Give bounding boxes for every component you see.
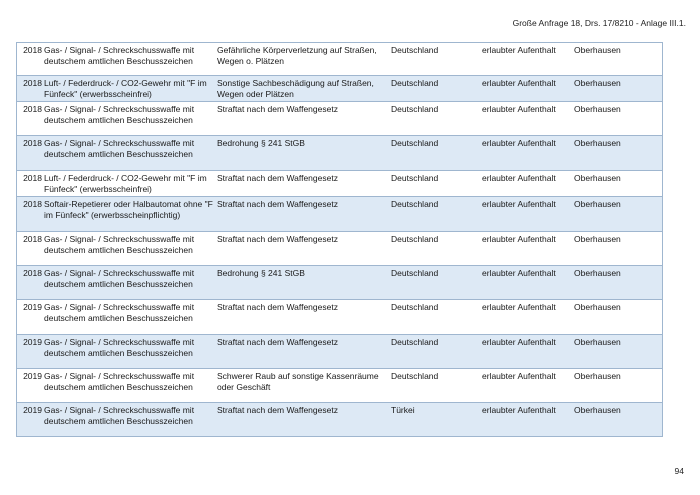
weapon-cell: Luft- / Federdruck- / CO2-Gewehr mit "F im Fünfeck" (erwerbsscheinfrei) — [44, 78, 207, 99]
weapon-cell: Gas- / Signal- / Schreckschusswaffe mit deutschem amtlichen Beschusszeichen — [44, 104, 195, 125]
table-row — [17, 135, 662, 170]
year-cell: 2018 — [23, 138, 42, 148]
nationality-cell: Deutschland — [391, 45, 439, 55]
offense-cell: Straftat nach dem Waffengesetz — [217, 234, 338, 244]
data-table — [16, 42, 663, 437]
offense-cell: Straftat nach dem Waffengesetz — [217, 302, 338, 312]
status-cell: erlaubter Aufenthalt — [482, 173, 556, 183]
year-cell: 2019 — [23, 371, 42, 381]
status-cell: erlaubter Aufenthalt — [482, 234, 556, 244]
table-row — [17, 75, 662, 101]
city-cell: Oberhausen — [574, 138, 621, 148]
nationality-cell: Türkei — [391, 405, 415, 415]
city-cell: Oberhausen — [574, 268, 621, 278]
document-header: Große Anfrage 18, Drs. 17/8210 - Anlage III.1. — [512, 18, 686, 28]
table-row — [17, 42, 662, 75]
city-cell: Oberhausen — [574, 337, 621, 347]
nationality-cell: Deutschland — [391, 234, 439, 244]
nationality-cell: Deutschland — [391, 104, 439, 114]
offense-cell: Straftat nach dem Waffengesetz — [217, 104, 338, 114]
year-cell: 2018 — [23, 78, 42, 88]
weapon-cell: Luft- / Federdruck- / CO2-Gewehr mit "F im Fünfeck" (erwerbsscheinfrei) — [44, 173, 207, 194]
city-cell: Oberhausen — [574, 45, 621, 55]
city-cell: Oberhausen — [574, 104, 621, 114]
status-cell: erlaubter Aufenthalt — [482, 302, 556, 312]
offense-cell: Sonstige Sachbeschädigung auf Straßen, Wegen oder Plätzen — [217, 78, 374, 99]
city-cell: Oberhausen — [574, 371, 621, 381]
table-row — [17, 170, 662, 196]
weapon-cell: Gas- / Signal- / Schreckschusswaffe mit deutschem amtlichen Beschusszeichen — [44, 302, 195, 323]
city-cell: Oberhausen — [574, 173, 621, 183]
status-cell: erlaubter Aufenthalt — [482, 268, 556, 278]
table-row — [17, 231, 662, 265]
weapon-cell: Gas- / Signal- / Schreckschusswaffe mit deutschem amtlichen Beschusszeichen — [44, 371, 195, 392]
table-row — [17, 196, 662, 231]
weapon-cell: Softair-Repetierer oder Halbautomat ohne "F im Fünfeck" (erwerbsscheinpflichtig) — [44, 199, 213, 220]
city-cell: Oberhausen — [574, 234, 621, 244]
table-row — [17, 368, 662, 402]
weapon-cell: Gas- / Signal- / Schreckschusswaffe mit deutschem amtlichen Beschusszeichen — [44, 45, 195, 66]
offense-cell: Bedrohung § 241 StGB — [217, 268, 305, 278]
year-cell: 2018 — [23, 104, 42, 114]
weapon-cell: Gas- / Signal- / Schreckschusswaffe mit deutschem amtlichen Beschusszeichen — [44, 234, 195, 255]
year-cell: 2018 — [23, 199, 42, 209]
weapon-cell: Gas- / Signal- / Schreckschusswaffe mit deutschem amtlichen Beschusszeichen — [44, 337, 195, 358]
status-cell: erlaubter Aufenthalt — [482, 337, 556, 347]
nationality-cell: Deutschland — [391, 337, 439, 347]
year-cell: 2019 — [23, 337, 42, 347]
status-cell: erlaubter Aufenthalt — [482, 104, 556, 114]
status-cell: erlaubter Aufenthalt — [482, 371, 556, 381]
weapon-cell: Gas- / Signal- / Schreckschusswaffe mit deutschem amtlichen Beschusszeichen — [44, 405, 195, 426]
year-cell: 2019 — [23, 302, 42, 312]
year-cell: 2018 — [23, 268, 42, 278]
table-row — [17, 334, 662, 368]
city-cell: Oberhausen — [574, 199, 621, 209]
city-cell: Oberhausen — [574, 405, 621, 415]
offense-cell: Bedrohung § 241 StGB — [217, 138, 305, 148]
nationality-cell: Deutschland — [391, 268, 439, 278]
status-cell: erlaubter Aufenthalt — [482, 405, 556, 415]
table-row — [17, 265, 662, 299]
city-cell: Oberhausen — [574, 78, 621, 88]
year-cell: 2019 — [23, 405, 42, 415]
status-cell: erlaubter Aufenthalt — [482, 199, 556, 209]
nationality-cell: Deutschland — [391, 371, 439, 381]
year-cell: 2018 — [23, 45, 42, 55]
offense-cell: Straftat nach dem Waffengesetz — [217, 337, 338, 347]
status-cell: erlaubter Aufenthalt — [482, 45, 556, 55]
year-cell: 2018 — [23, 173, 42, 183]
weapon-cell: Gas- / Signal- / Schreckschusswaffe mit deutschem amtlichen Beschusszeichen — [44, 268, 195, 289]
status-cell: erlaubter Aufenthalt — [482, 78, 556, 88]
offense-cell: Gefährliche Körperverletzung auf Straßen, Wegen o. Plätzen — [217, 45, 377, 66]
year-cell: 2018 — [23, 234, 42, 244]
nationality-cell: Deutschland — [391, 302, 439, 312]
page-number: 94 — [674, 466, 684, 476]
nationality-cell: Deutschland — [391, 138, 439, 148]
offense-cell: Schwerer Raub auf sonstige Kassenräume oder Geschäft — [217, 371, 379, 392]
offense-cell: Straftat nach dem Waffengesetz — [217, 405, 338, 415]
table-row — [17, 299, 662, 334]
nationality-cell: Deutschland — [391, 173, 439, 183]
city-cell: Oberhausen — [574, 302, 621, 312]
status-cell: erlaubter Aufenthalt — [482, 138, 556, 148]
offense-cell: Straftat nach dem Waffengesetz — [217, 173, 338, 183]
weapon-cell: Gas- / Signal- / Schreckschusswaffe mit deutschem amtlichen Beschusszeichen — [44, 138, 195, 159]
nationality-cell: Deutschland — [391, 78, 439, 88]
table-row — [17, 402, 662, 436]
nationality-cell: Deutschland — [391, 199, 439, 209]
table-row — [17, 101, 662, 135]
offense-cell: Straftat nach dem Waffengesetz — [217, 199, 338, 209]
